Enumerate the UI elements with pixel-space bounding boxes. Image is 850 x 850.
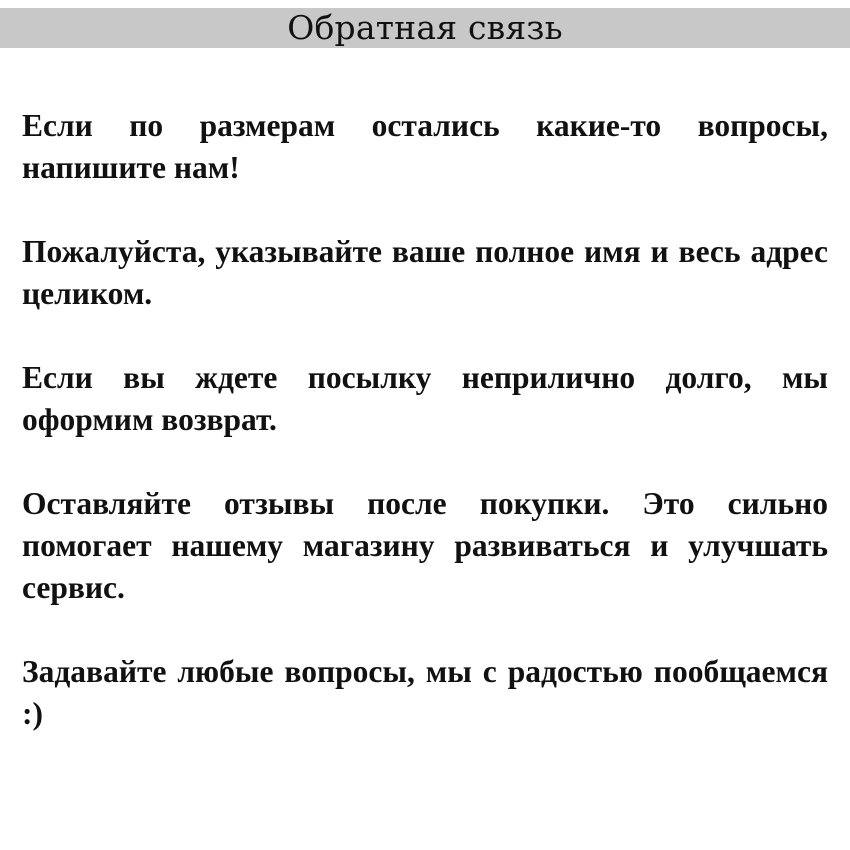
feedback-text: [22, 105, 828, 777]
paragraph-leave-reviews: Оставляйте отзывы после покупки. Это сильно помогает нашему магазину развиваться и улучшать сервис.: [22, 486, 828, 605]
paragraph-ask-questions: Задавайте любые вопросы, мы с радостью пообщаемся :): [22, 654, 828, 731]
paragraph-delayed-parcel: Если вы ждете посылку неприлично долго, мы оформим возврат.: [22, 360, 828, 437]
page-title: Обратная связь: [287, 8, 563, 47]
paragraph-full-name-address: Пожалуйста, указывайте ваше полное имя и весь адрес целиком.: [22, 234, 828, 311]
header-band: [0, 8, 850, 48]
paragraph-size-questions: Если по размерам остались какие-то вопросы, напишите нам!: [22, 108, 828, 185]
